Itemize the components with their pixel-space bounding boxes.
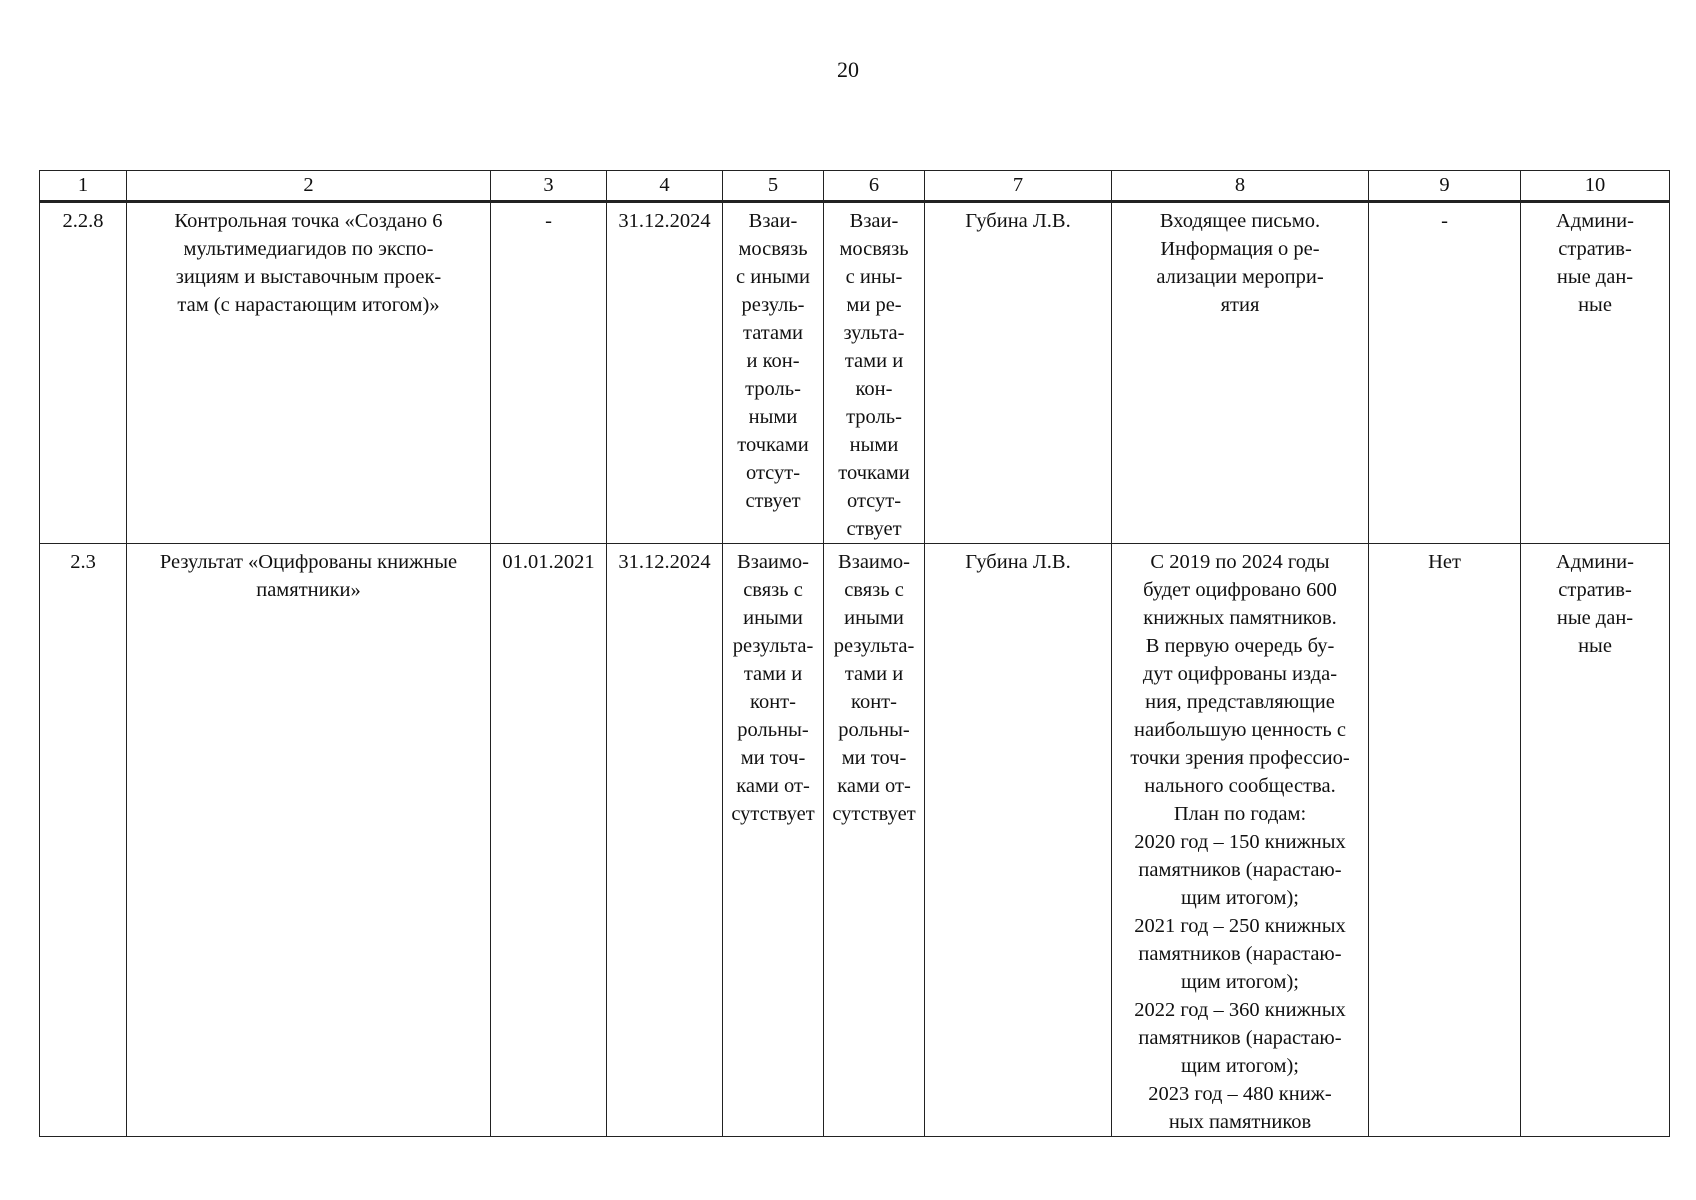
row-number-cell: 2.2.8 bbox=[40, 202, 127, 544]
table-row bbox=[40, 202, 1670, 544]
column-number-6: 6 bbox=[824, 171, 925, 202]
end-date-cell: 31.12.2024 bbox=[607, 544, 723, 1137]
description-cell: Результат «Оцифрованы книжные памятники» bbox=[127, 544, 491, 1137]
responsible-cell: Губина Л.В. bbox=[925, 202, 1112, 544]
header-row bbox=[40, 171, 1670, 202]
column-number-10: 10 bbox=[1521, 171, 1670, 202]
details-cell: Входящее письмо. Информация о ре- ализации меропри- ятия bbox=[1112, 202, 1369, 544]
column-number-7: 7 bbox=[925, 171, 1112, 202]
column-number-8: 8 bbox=[1112, 171, 1369, 202]
row-number-cell: 2.3 bbox=[40, 544, 127, 1137]
relation-cell-secondary: Взаи- мосвязь с ины- ми ре- зульта- тами и кон- троль- ными точками отсут- ствует bbox=[824, 202, 925, 544]
data-source-cell: Админи- стратив- ные дан- ные bbox=[1521, 544, 1670, 1137]
start-date-cell: - bbox=[491, 202, 607, 544]
plan-table bbox=[39, 170, 1670, 1137]
data-source-cell: Админи- стратив- ные дан- ные bbox=[1521, 202, 1670, 544]
relation-cell: Взаимо- связь с иными результа- тами и конт- рольны- ми точ- ками от- сутствует bbox=[723, 544, 824, 1137]
status-cell: - bbox=[1369, 202, 1521, 544]
column-number-3: 3 bbox=[491, 171, 607, 202]
responsible-cell: Губина Л.В. bbox=[925, 544, 1112, 1137]
column-number-1: 1 bbox=[40, 171, 127, 202]
page-number: 20 bbox=[837, 57, 859, 82]
description-cell: Контрольная точка «Создано 6 мультимедиагидов по экспо- зициям и выставочным проек- там (с нарастающим итогом)» bbox=[127, 202, 491, 544]
start-date-cell: 01.01.2021 bbox=[491, 544, 607, 1137]
table-row bbox=[40, 544, 1670, 1137]
column-number-5: 5 bbox=[723, 171, 824, 202]
details-cell: С 2019 по 2024 годы будет оцифровано 600 книжных памятников. В первую очередь бу- дут оцифрованы изда- ния, представляющие наибольшую ценность с точки зрения профессио- нального сообщества. План по годам: 2020 год – 150 книжных памятников (нарастаю- щим итогом); 2021 год – 250 книжных памятников (нарастаю- щим итогом); 2022 год – 360 книжных памятников (нарастаю- щим итогом); 2023 год – 480 книж- ных памятников bbox=[1112, 544, 1369, 1137]
end-date-cell: 31.12.2024 bbox=[607, 202, 723, 544]
status-cell: Нет bbox=[1369, 544, 1521, 1137]
relation-cell: Взаи- мосвязь с иными резуль- татами и кон- троль- ными точками отсут- ствует bbox=[723, 202, 824, 544]
relation-cell-secondary: Взаимо- связь с иными результа- тами и конт- рольны- ми точ- ками от- сутствует bbox=[824, 544, 925, 1137]
column-number-9: 9 bbox=[1369, 171, 1521, 202]
column-number-4: 4 bbox=[607, 171, 723, 202]
column-number-2: 2 bbox=[127, 171, 491, 202]
